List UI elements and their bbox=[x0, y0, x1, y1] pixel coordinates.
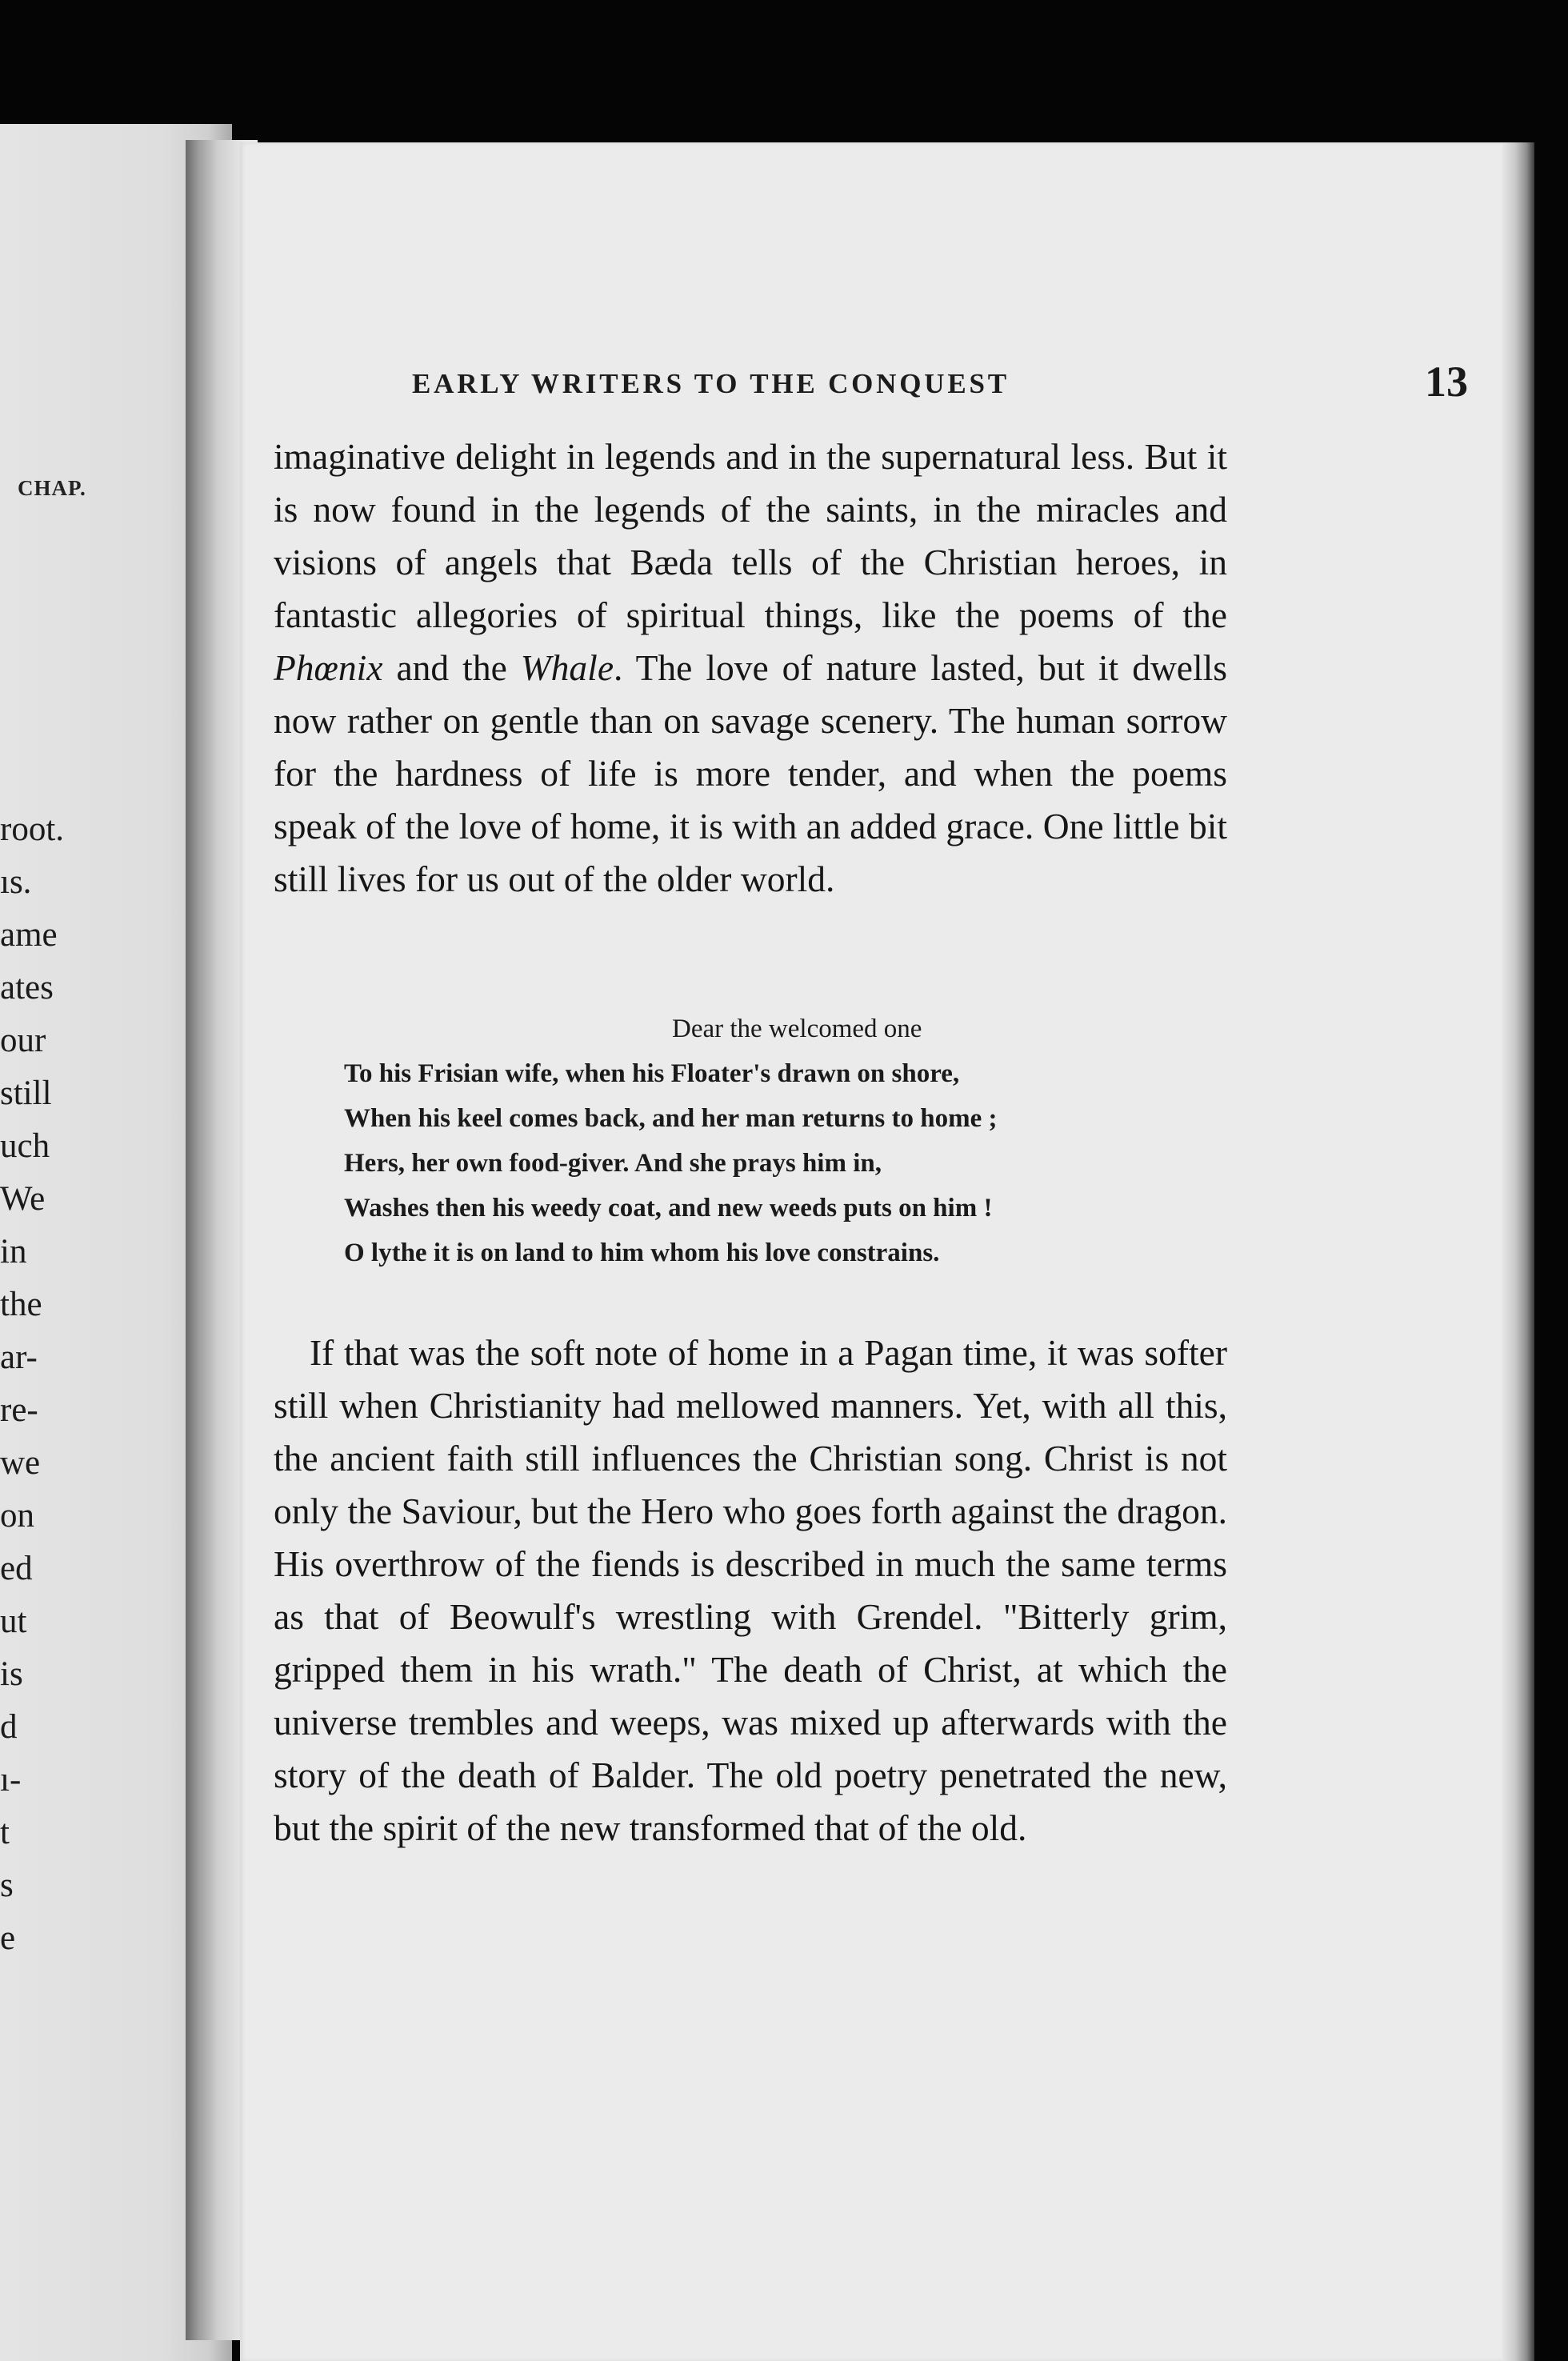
previous-page-line-fragment: e bbox=[0, 1919, 16, 1957]
page-edge bbox=[1502, 142, 1534, 2361]
paragraph-1-text-c: . The love of nature lasted, but it dwells now rather on gentle than on savage scenery. The human sorrow for the hardness of life is more tender, and when the poems speak of the love of home, it is with an added grace. One little bit still lives for us out of the older world. bbox=[274, 647, 1227, 899]
previous-page-line-fragment: We bbox=[0, 1180, 46, 1218]
verse-line: Dear the welcomed one bbox=[672, 1014, 922, 1043]
verse-line: Washes then his weedy coat, and new weeds puts on him ! bbox=[344, 1194, 993, 1223]
paragraph-2 bbox=[274, 1327, 1227, 1855]
previous-page-line-fragment: is bbox=[0, 1655, 23, 1693]
verse-line: O lythe it is on land to him whom his love constrains. bbox=[344, 1239, 940, 1267]
title-whale: Whale bbox=[520, 647, 614, 688]
page-number: 13 bbox=[1425, 358, 1468, 406]
previous-page-line-fragment: re- bbox=[0, 1391, 38, 1429]
previous-page-line-fragment: ed bbox=[0, 1550, 33, 1587]
running-head: EARLY WRITERS TO THE CONQUEST bbox=[412, 368, 1010, 399]
paragraph-1 bbox=[274, 430, 1227, 906]
page-header bbox=[412, 357, 1468, 405]
previous-page-line-fragment: uch bbox=[0, 1127, 50, 1165]
verse-line: To his Frisian wife, when his Floater's drawn on shore, bbox=[344, 1059, 960, 1088]
verse-line: Hers, her own food-giver. And she prays him in, bbox=[344, 1149, 882, 1178]
verse-line: When his keel comes back, and her man returns to home ; bbox=[344, 1104, 998, 1133]
previous-page-line-fragment: ar- bbox=[0, 1339, 38, 1376]
previous-page-line-fragment: our bbox=[0, 1022, 46, 1059]
previous-page-running-head: CHAP. bbox=[18, 476, 86, 500]
previous-page-line-fragment: in bbox=[0, 1233, 27, 1271]
previous-page-line-fragment: ates bbox=[0, 969, 54, 1006]
verse-quotation bbox=[344, 1006, 1160, 1275]
paragraph-1-text-b: and the bbox=[382, 647, 521, 688]
previous-page-line-fragment: the bbox=[0, 1286, 42, 1323]
previous-page-line-fragment: root. bbox=[0, 810, 65, 848]
previous-page-line-fragment: we bbox=[0, 1444, 41, 1482]
previous-page-line-fragment: ıs. bbox=[0, 863, 32, 901]
previous-page-line-fragment: d bbox=[0, 1708, 18, 1746]
paragraph-1-text-a: imaginative delight in legends and in the supernatural less. But it is now found in the legends of the saints, in the miracles and visions of angels that Bæda tells of the Christian heroes, in fantastic allegories of spiritual things, like the poems of the bbox=[274, 436, 1227, 635]
previous-page-line-fragment: t bbox=[0, 1814, 10, 1851]
paragraph-2-text: If that was the soft note of home in a Pagan time, it was softer still when Christianity had mellowed manners. Yet, with all this, the ancient faith still influences the Christian song. Christ is not only the Saviour, but the Hero who goes forth against the dragon. His overthrow of the fiends is described in much the same terms as that of Beowulf's wrestling with Grendel. "Bitterly grim, gripped them in his wrath." The death of Christ, at which the universe trembles and weeps, was mixed up afterwards with the story of the death of Balder. The old poetry penetrated the new, but the spirit of the new transformed that of the old. bbox=[274, 1332, 1227, 1848]
previous-page-line-fragment: ut bbox=[0, 1603, 27, 1640]
previous-page-line-fragment: ı- bbox=[0, 1761, 22, 1799]
book-page bbox=[240, 142, 1528, 2361]
previous-page-line-fragment: on bbox=[0, 1497, 34, 1535]
previous-page-line-fragment: still bbox=[0, 1074, 52, 1112]
previous-page-line-fragment: s bbox=[0, 1867, 14, 1904]
previous-page-line-fragment: ame bbox=[0, 916, 58, 954]
title-phoenix: Phœnix bbox=[274, 647, 383, 688]
